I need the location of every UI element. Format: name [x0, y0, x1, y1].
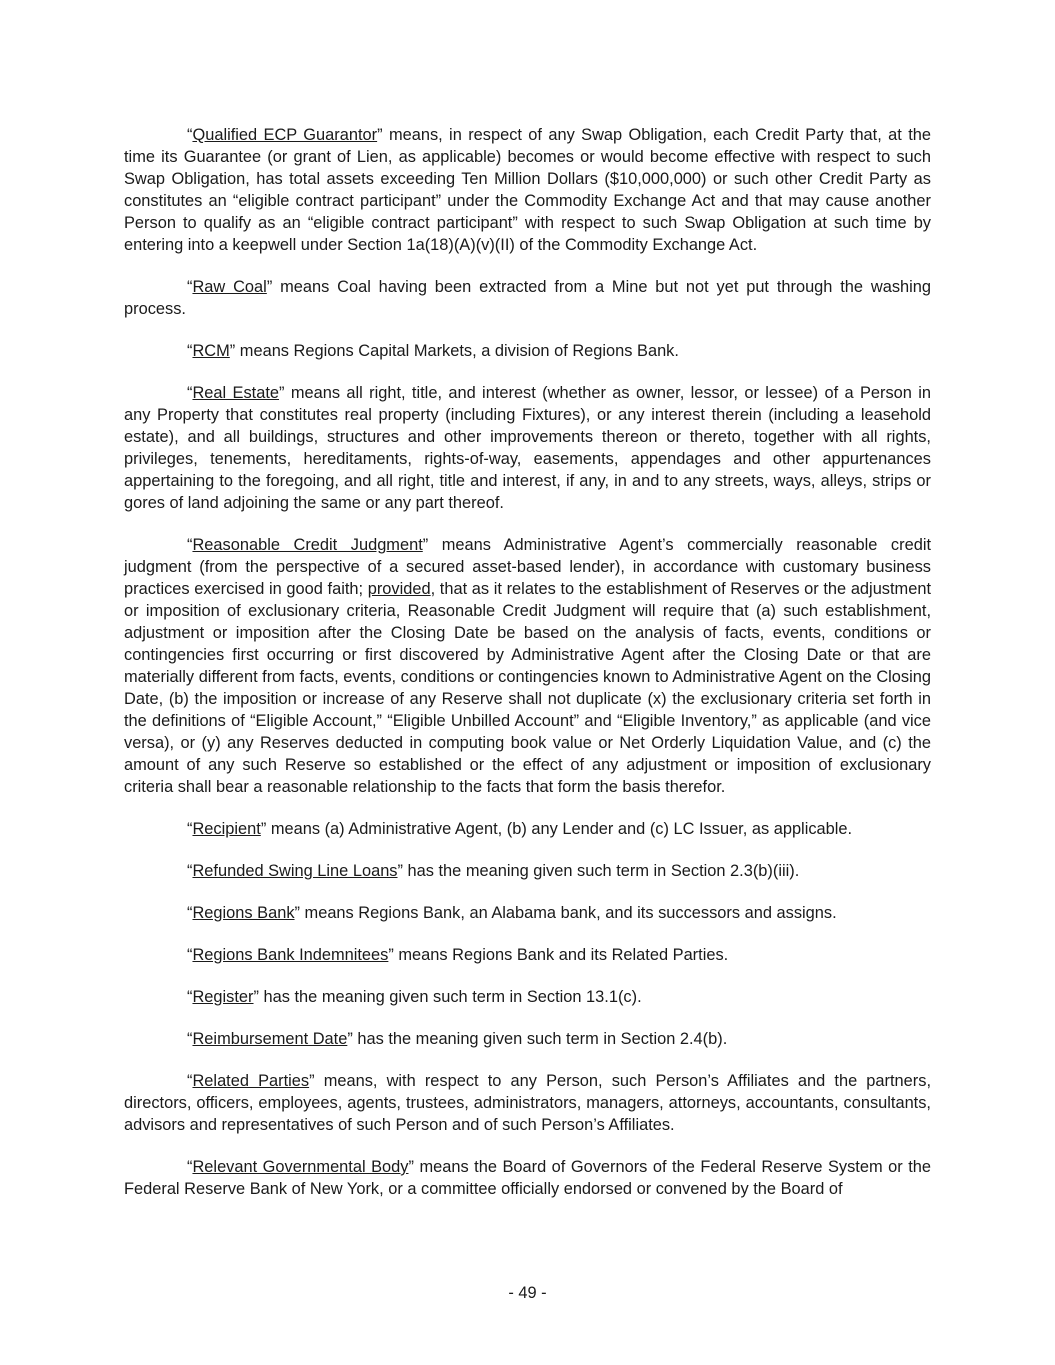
defined-term: Reimbursement Date — [192, 1030, 348, 1048]
definition-refunded-swing-line-loans: “Refunded Swing Line Loans” has the meaning given such term in Section 2.3(b)(iii). — [187, 862, 800, 880]
definition-rcm: “RCM” means Regions Capital Markets, a division of Regions Bank. — [187, 342, 679, 360]
definition-text: ” means (a) Administrative Agent, (b) any Lender and (c) LC Issuer, as applicable. — [260, 820, 853, 838]
definition-register: “Register” has the meaning given such term in Section 13.1(c). — [187, 988, 642, 1006]
defined-term: Refunded Swing Line Loans — [192, 862, 398, 880]
defined-term: Regions Bank Indemnitees — [192, 946, 389, 964]
definition-text: ” means Regions Bank, an Alabama bank, and its successors and assigns. — [294, 904, 837, 922]
defined-term: Related Parties — [192, 1072, 310, 1090]
underlined-proviso: provided — [367, 580, 431, 598]
definition-text: ” means the Board of Governors of the Federal Reserve System or the Federal Reserve Bank of New York, or a committee officially endorsed or convened by the Board of — [124, 1158, 931, 1198]
definition-qualified-ecp-guarantor: “Qualified ECP Guarantor” means, in respect of any Swap Obligation, each Credit Party that, at the time its Guarantee (or grant of Lien, as applicable) becomes or would become effective with respect to such Swap Obligation, has total assets exceeding Ten Million Dollars ($10,000,000) or such other Credit Party as constitutes an “eligible contract participant” under the Commodity Exchange Act and that may cause another Person to qualify as an “eligible contract participant” with respect to such Swap Obligation at such time by entering into a keepwell under Section 1a(18)(A)(v)(II) of the Commodity Exchange Act. — [124, 126, 931, 254]
defined-term: Regions Bank — [192, 904, 295, 922]
definitions-section — [124, 124, 931, 1220]
definition-text: ” has the meaning given such term in Section 2.4(b). — [347, 1030, 728, 1048]
defined-term: Real Estate — [192, 384, 280, 402]
definition-regions-bank: “Regions Bank” means Regions Bank, an Alabama bank, and its successors and assigns. — [187, 904, 837, 922]
definition-real-estate: “Real Estate” means all right, title, and interest (whether as owner, lessor, or lessee) of a Person in any Property that constitutes real property (including Fixtures), or any interest therein (including a leasehold estate), and all buildings, structures and other improvements thereon or thereto, together with all rights, privileges, tenements, hereditaments, rights-of-way, easements, appendages and other appurtenances appertaining to the foregoing, and all right, title and interest, if any, in and to any streets, ways, alleys, strips or gores of land adjoining the same or any part thereof. — [124, 384, 932, 512]
definition-recipient: “Recipient” means (a) Administrative Agent, (b) any Lender and (c) LC Issuer, as applicable. — [187, 820, 853, 838]
definition-text-continued: , that as it relates to the establishment of Reserves or the adjustment or imposition of exclusionary criteria, Reasonable Credit Judgment will require that (a) such establishment, adjustment or imposition after the Closing Date be based on the analysis of facts, events, conditions or contingencies first occurring or first discovered by Administrative Agent after the Closing Date or that are materially different from facts, events, conditions or contingencies known to Administrative Agent on the Closing Date, (b) the imposition or increase of any Reserve shall not duplicate (x) the exclusionary criteria set forth in the definitions of “Eligible Account,” “Eligible Unbilled Account” and “Eligible Inventory,” as applicable (and vice versa), or (y) any Reserves deducted in computing book value or Net Orderly Liquidation Value, and (c) the amount of any such Reserve so established or the effect of any adjustment or imposition of exclusionary criteria shall bear a reasonable relationship to the facts that form the basis therefor. — [124, 580, 931, 796]
page-number: - 49 - — [508, 1284, 547, 1302]
definition-regions-bank-indemnitees: “Regions Bank Indemnitees” means Regions Bank and its Related Parties. — [187, 946, 729, 964]
definition-related-parties: “Related Parties” means, with respect to any Person, such Person’s Affiliates and the partners, directors, officers, employees, agents, trustees, administrators, managers, attorneys, accountants, consultants, advisors and representatives of such Person and of such Person’s Affiliates. — [124, 1072, 931, 1134]
definition-text: ” means, in respect of any Swap Obligation, each Credit Party that, at the time its Guarantee (or grant of Lien, as applicable) becomes or would become effective with respect to such Swap Obligation, has total assets exceeding Ten Million Dollars ($10,000,000) or such other Credit Party as constitutes an “eligible contract participant” under the Commodity Exchange Act and that may cause another Person to qualify as an “eligible contract participant” with respect to such Swap Obligation at such time by entering into a keepwell under Section 1a(18)(A)(v)(II) of the Commodity Exchange Act. — [124, 126, 931, 254]
defined-term: Relevant Governmental Body — [192, 1158, 409, 1176]
definition-text: ” means Coal having been extracted from a Mine but not yet put through the washing process. — [124, 278, 931, 318]
definition-reimbursement-date: “Reimbursement Date” has the meaning given such term in Section 2.4(b). — [187, 1030, 728, 1048]
definition-text: ” has the meaning given such term in Section 2.3(b)(iii). — [397, 862, 800, 880]
definition-raw-coal: “Raw Coal” means Coal having been extracted from a Mine but not yet put through the washing process. — [124, 278, 931, 318]
defined-term: Recipient — [192, 820, 261, 838]
definition-text: ” means Administrative Agent’s commercially reasonable credit judgment (from the perspective of a secured asset-based lender), in accordance with customary business practices exercised in good faith; — [124, 536, 932, 598]
defined-term: Reasonable Credit Judgment — [192, 536, 423, 554]
defined-term: Qualified ECP Guarantor — [192, 126, 378, 144]
definition-text: ” means Regions Bank and its Related Parties. — [388, 946, 729, 964]
definition-text: ” has the meaning given such term in Section 13.1(c). — [253, 988, 642, 1006]
definition-text: ” means, with respect to any Person, such Person’s Affiliates and the partners, directors, officers, employees, agents, trustees, administrators, managers, attorneys, accountants, consultants, advisors and representatives of such Person and of such Person’s Affiliates. — [124, 1072, 931, 1134]
definition-text: ” means all right, title, and interest (whether as owner, lessor, or lessee) of a Person in any Property that constitutes real property (including Fixtures), or any interest therein (including a leasehold estate), and all buildings, structures and other improvements thereon or thereto, together with all rights, privileges, tenements, hereditaments, rights-of-way, easements, appendages and other appurtenances appertaining to the foregoing, and all right, title and interest, if any, in and to any streets, ways, alleys, strips or gores of land adjoining the same or any part thereof. — [124, 384, 932, 512]
defined-term: RCM — [192, 342, 230, 360]
defined-term: Raw Coal — [192, 278, 267, 296]
definition-reasonable-credit-judgment: “Reasonable Credit Judgment” means Administrative Agent’s commercially reasonable credit judgment (from the perspective of a secured asset-based lender), in accordance with customary business practices exercised in good faith; provided, that as it relates to the establishment of Reserves or the adjustment or imposition of exclusionary criteria, Reasonable Credit Judgment will require that (a) such establishment, adjustment or imposition after the Closing Date be based on the analysis of facts, events, conditions or contingencies first occurring or first discovered by Administrative Agent after the Closing Date or that are materially different from facts, events, conditions or contingencies known to Administrative Agent on the Closing Date, (b) the imposition or increase of any Reserve shall not duplicate (x) the exclusionary criteria set forth in the definitions of “Eligible Account,” “Eligible Unbilled Account” and “Eligible Inventory,” as applicable (and vice versa), or (y) any Reserves deducted in computing book value or Net Orderly Liquidation Value, and (c) the amount of any such Reserve so established or the effect of any adjustment or imposition of exclusionary criteria shall bear a reasonable relationship to the facts that form the basis therefor. — [124, 536, 932, 796]
definition-relevant-governmental-body: “Relevant Governmental Body” means the Board of Governors of the Federal Reserve System or the Federal Reserve Bank of New York, or a committee officially endorsed or convened by the Board of — [124, 1158, 931, 1198]
defined-term: Register — [192, 988, 254, 1006]
definition-text: ” means Regions Capital Markets, a division of Regions Bank. — [229, 342, 679, 360]
